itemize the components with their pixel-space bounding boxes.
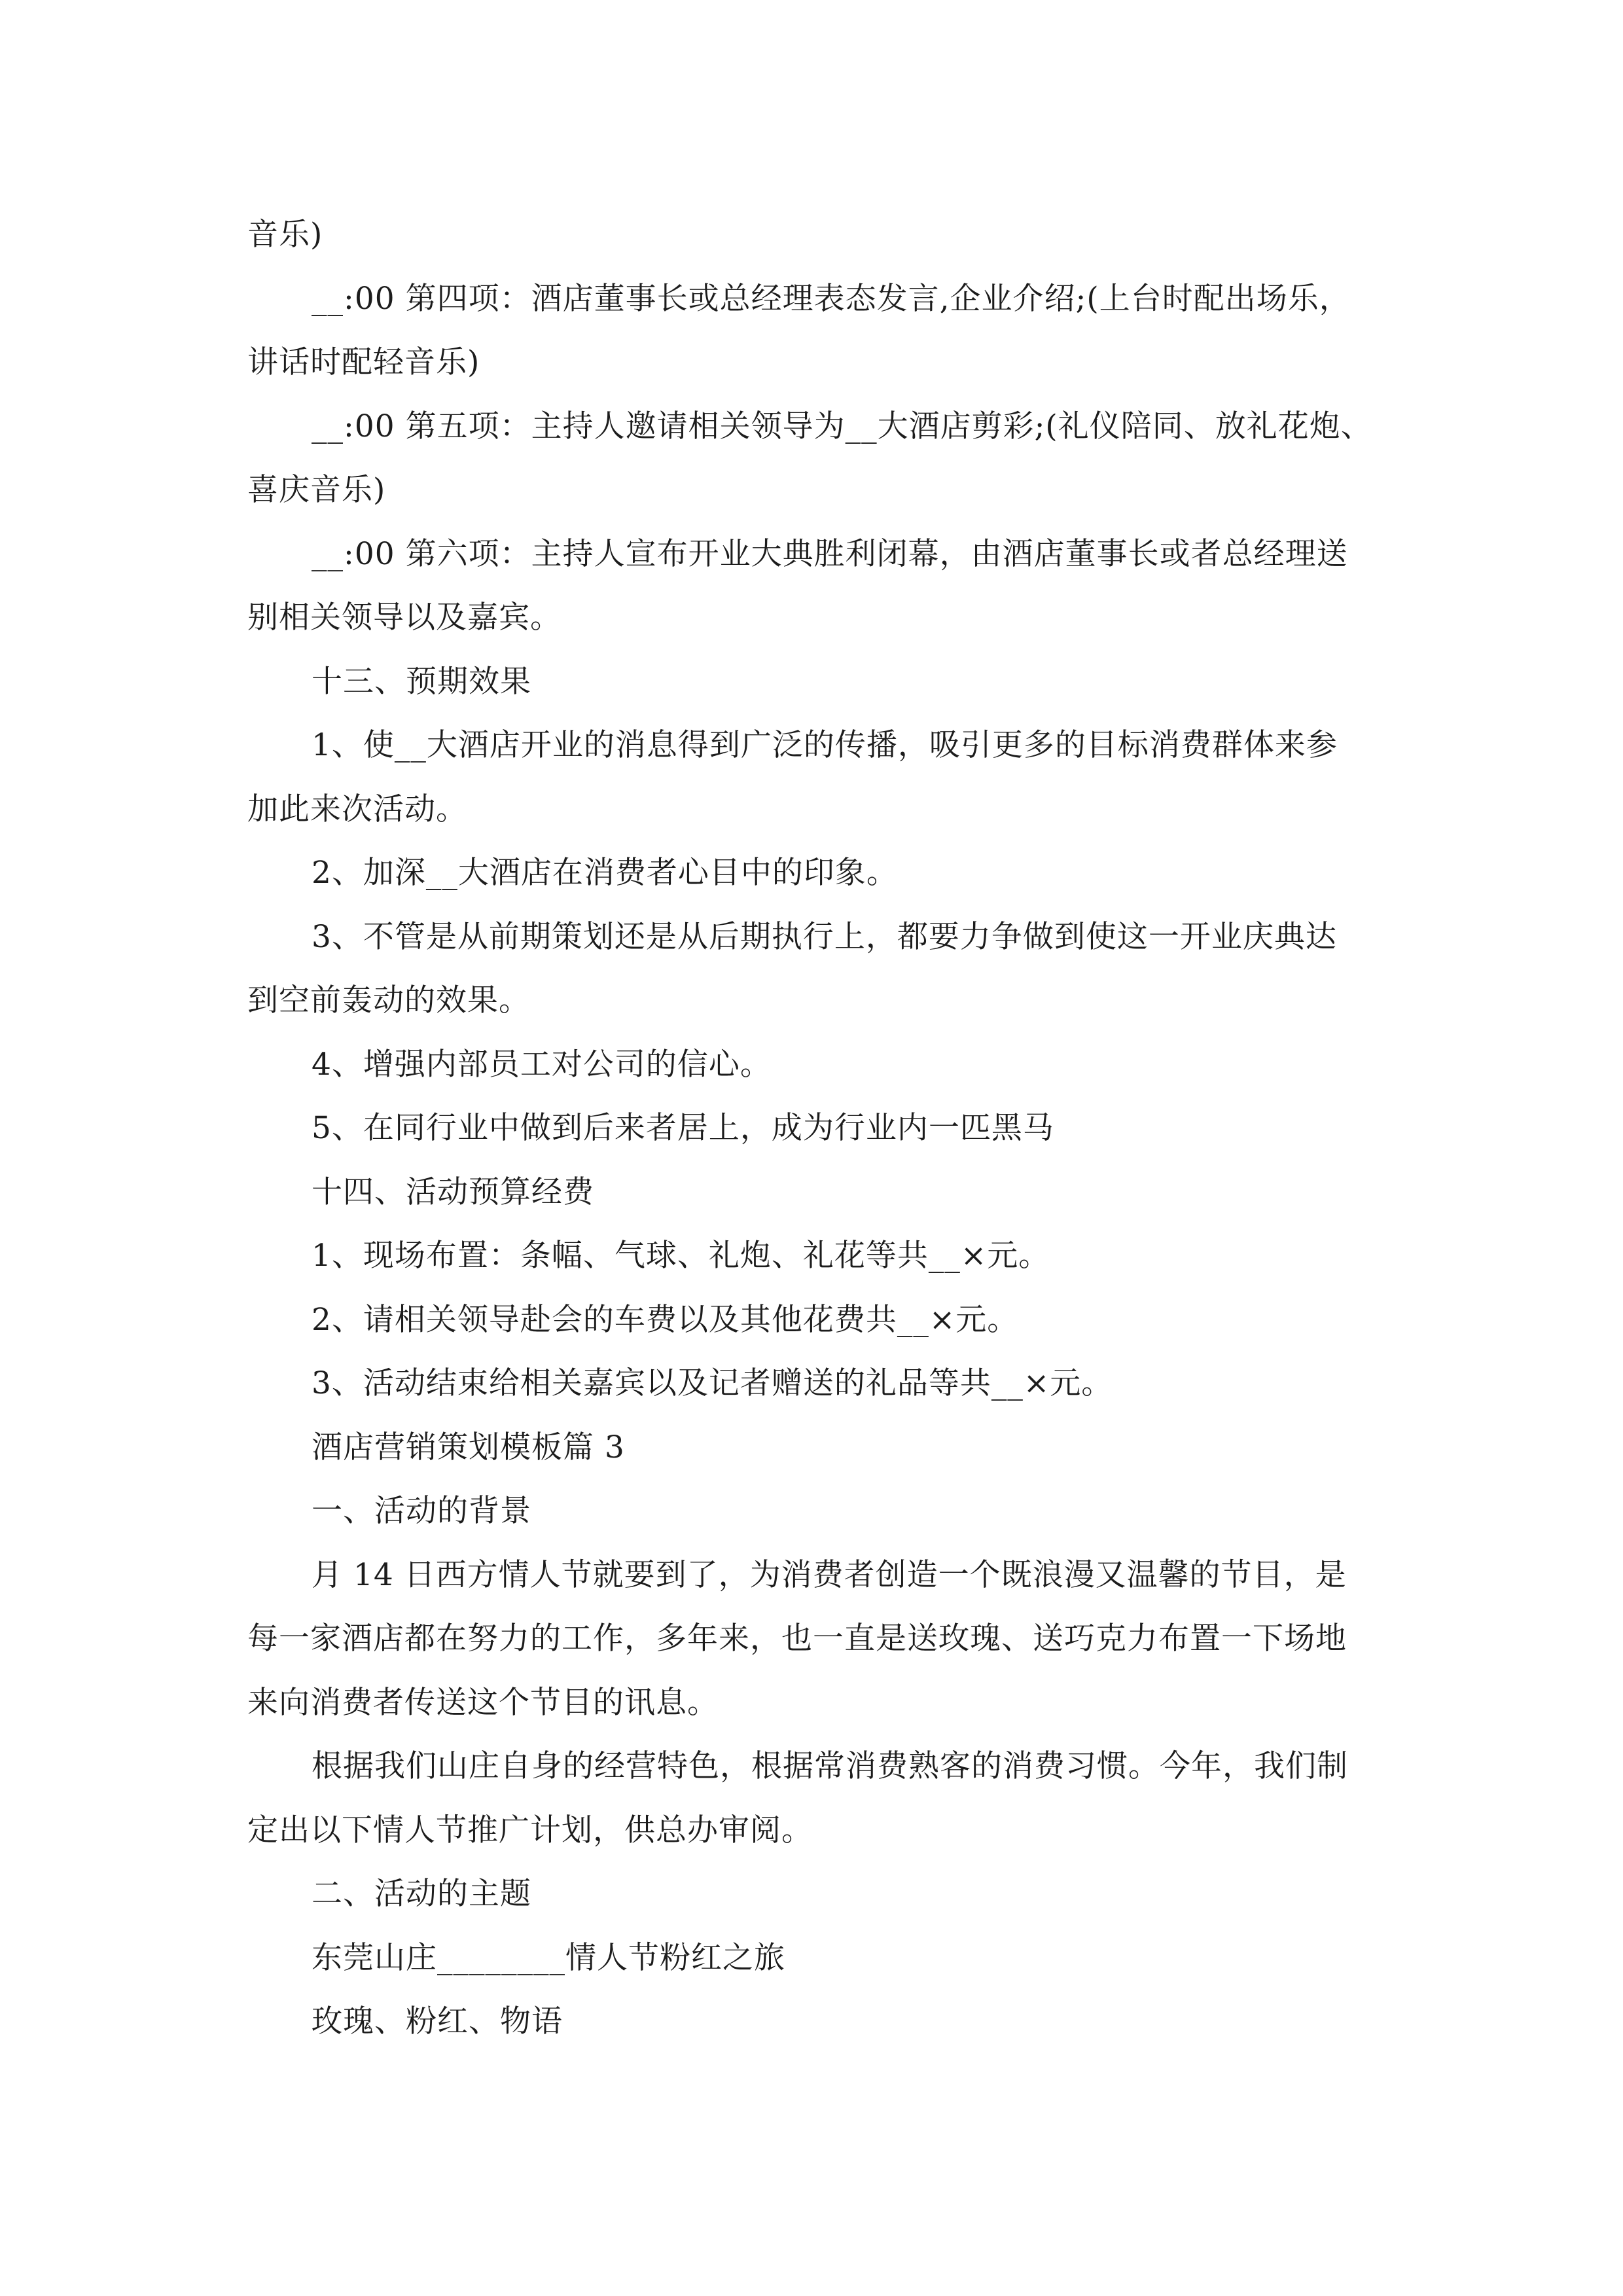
text-line: 东莞山庄________情人节粉红之旅 [312, 1939, 785, 1976]
text-line: 定出以下情人节推广计划，供总办审阅。 [247, 1812, 813, 1848]
section-heading: 一、活动的背景 [312, 1493, 531, 1529]
text-line: 每一家酒店都在努力的工作，多年来，也一直是送玫瑰、送巧克力布置一下场地 [247, 1621, 1347, 1657]
text-line: 2、加深__大酒店在消费者心目中的印象。 [312, 855, 898, 891]
text-line: 加此来次活动。 [247, 791, 467, 827]
text-line: 2、请相关领导赴会的车费以及其他花费共__×元。 [312, 1301, 1019, 1338]
section-heading: 十三、预期效果 [312, 663, 531, 700]
text-line: 来向消费者传送这个节目的讯息。 [247, 1684, 719, 1721]
document-body [247, 203, 1386, 2054]
text-line: 音乐) [247, 217, 323, 253]
text-line: 1、使__大酒店开业的消息得到广泛的传播，吸引更多的目标消费群体来参 [312, 727, 1338, 763]
chapter-title: 酒店营销策划模板篇 3 [312, 1429, 625, 1465]
text-line: 根据我们山庄自身的经营特色，根据常消费熟客的消费习惯。今年，我们制 [312, 1748, 1348, 1784]
text-line: 4、增强内部员工对公司的信心。 [312, 1046, 772, 1083]
section-heading: 二、活动的主题 [312, 1876, 531, 1912]
text-line: __:00 第五项：主持人邀请相关领导为__大酒店剪彩;(礼仪陪同、放礼花炮、 [312, 408, 1372, 444]
text-line: 喜庆音乐) [247, 472, 386, 508]
text-line: 3、活动结束给相关嘉宾以及记者赠送的礼品等共__×元。 [312, 1365, 1113, 1401]
text-line: 玫瑰、粉红、物语 [312, 2003, 563, 2039]
text-line: 3、不管是从前期策划还是从后期执行上，都要力争做到使这一开业庆典达 [312, 918, 1337, 955]
text-line: 5、在同行业中做到后来者居上，成为行业内一匹黑马 [312, 1110, 1054, 1146]
text-line: 别相关领导以及嘉宾。 [247, 600, 562, 636]
section-heading: 十四、活动预算经费 [312, 1174, 594, 1210]
text-line: __:00 第四项：酒店董事长或总经理表态发言,企业介绍;(上台时配出场乐， [312, 280, 1351, 317]
text-line: 到空前轰动的效果。 [247, 982, 530, 1018]
text-line: 讲话时配轻音乐) [247, 344, 480, 380]
text-line: __:00 第六项：主持人宣布开业大典胜利闭幕，由酒店董事长或者总经理送 [312, 535, 1348, 572]
text-line: 月 14 日西方情人节就要到了，为消费者创造一个既浪漫又温馨的节目，是 [312, 1556, 1347, 1593]
text-line: 1、现场布置：条幅、气球、礼炮、礼花等共__×元。 [312, 1238, 1050, 1274]
